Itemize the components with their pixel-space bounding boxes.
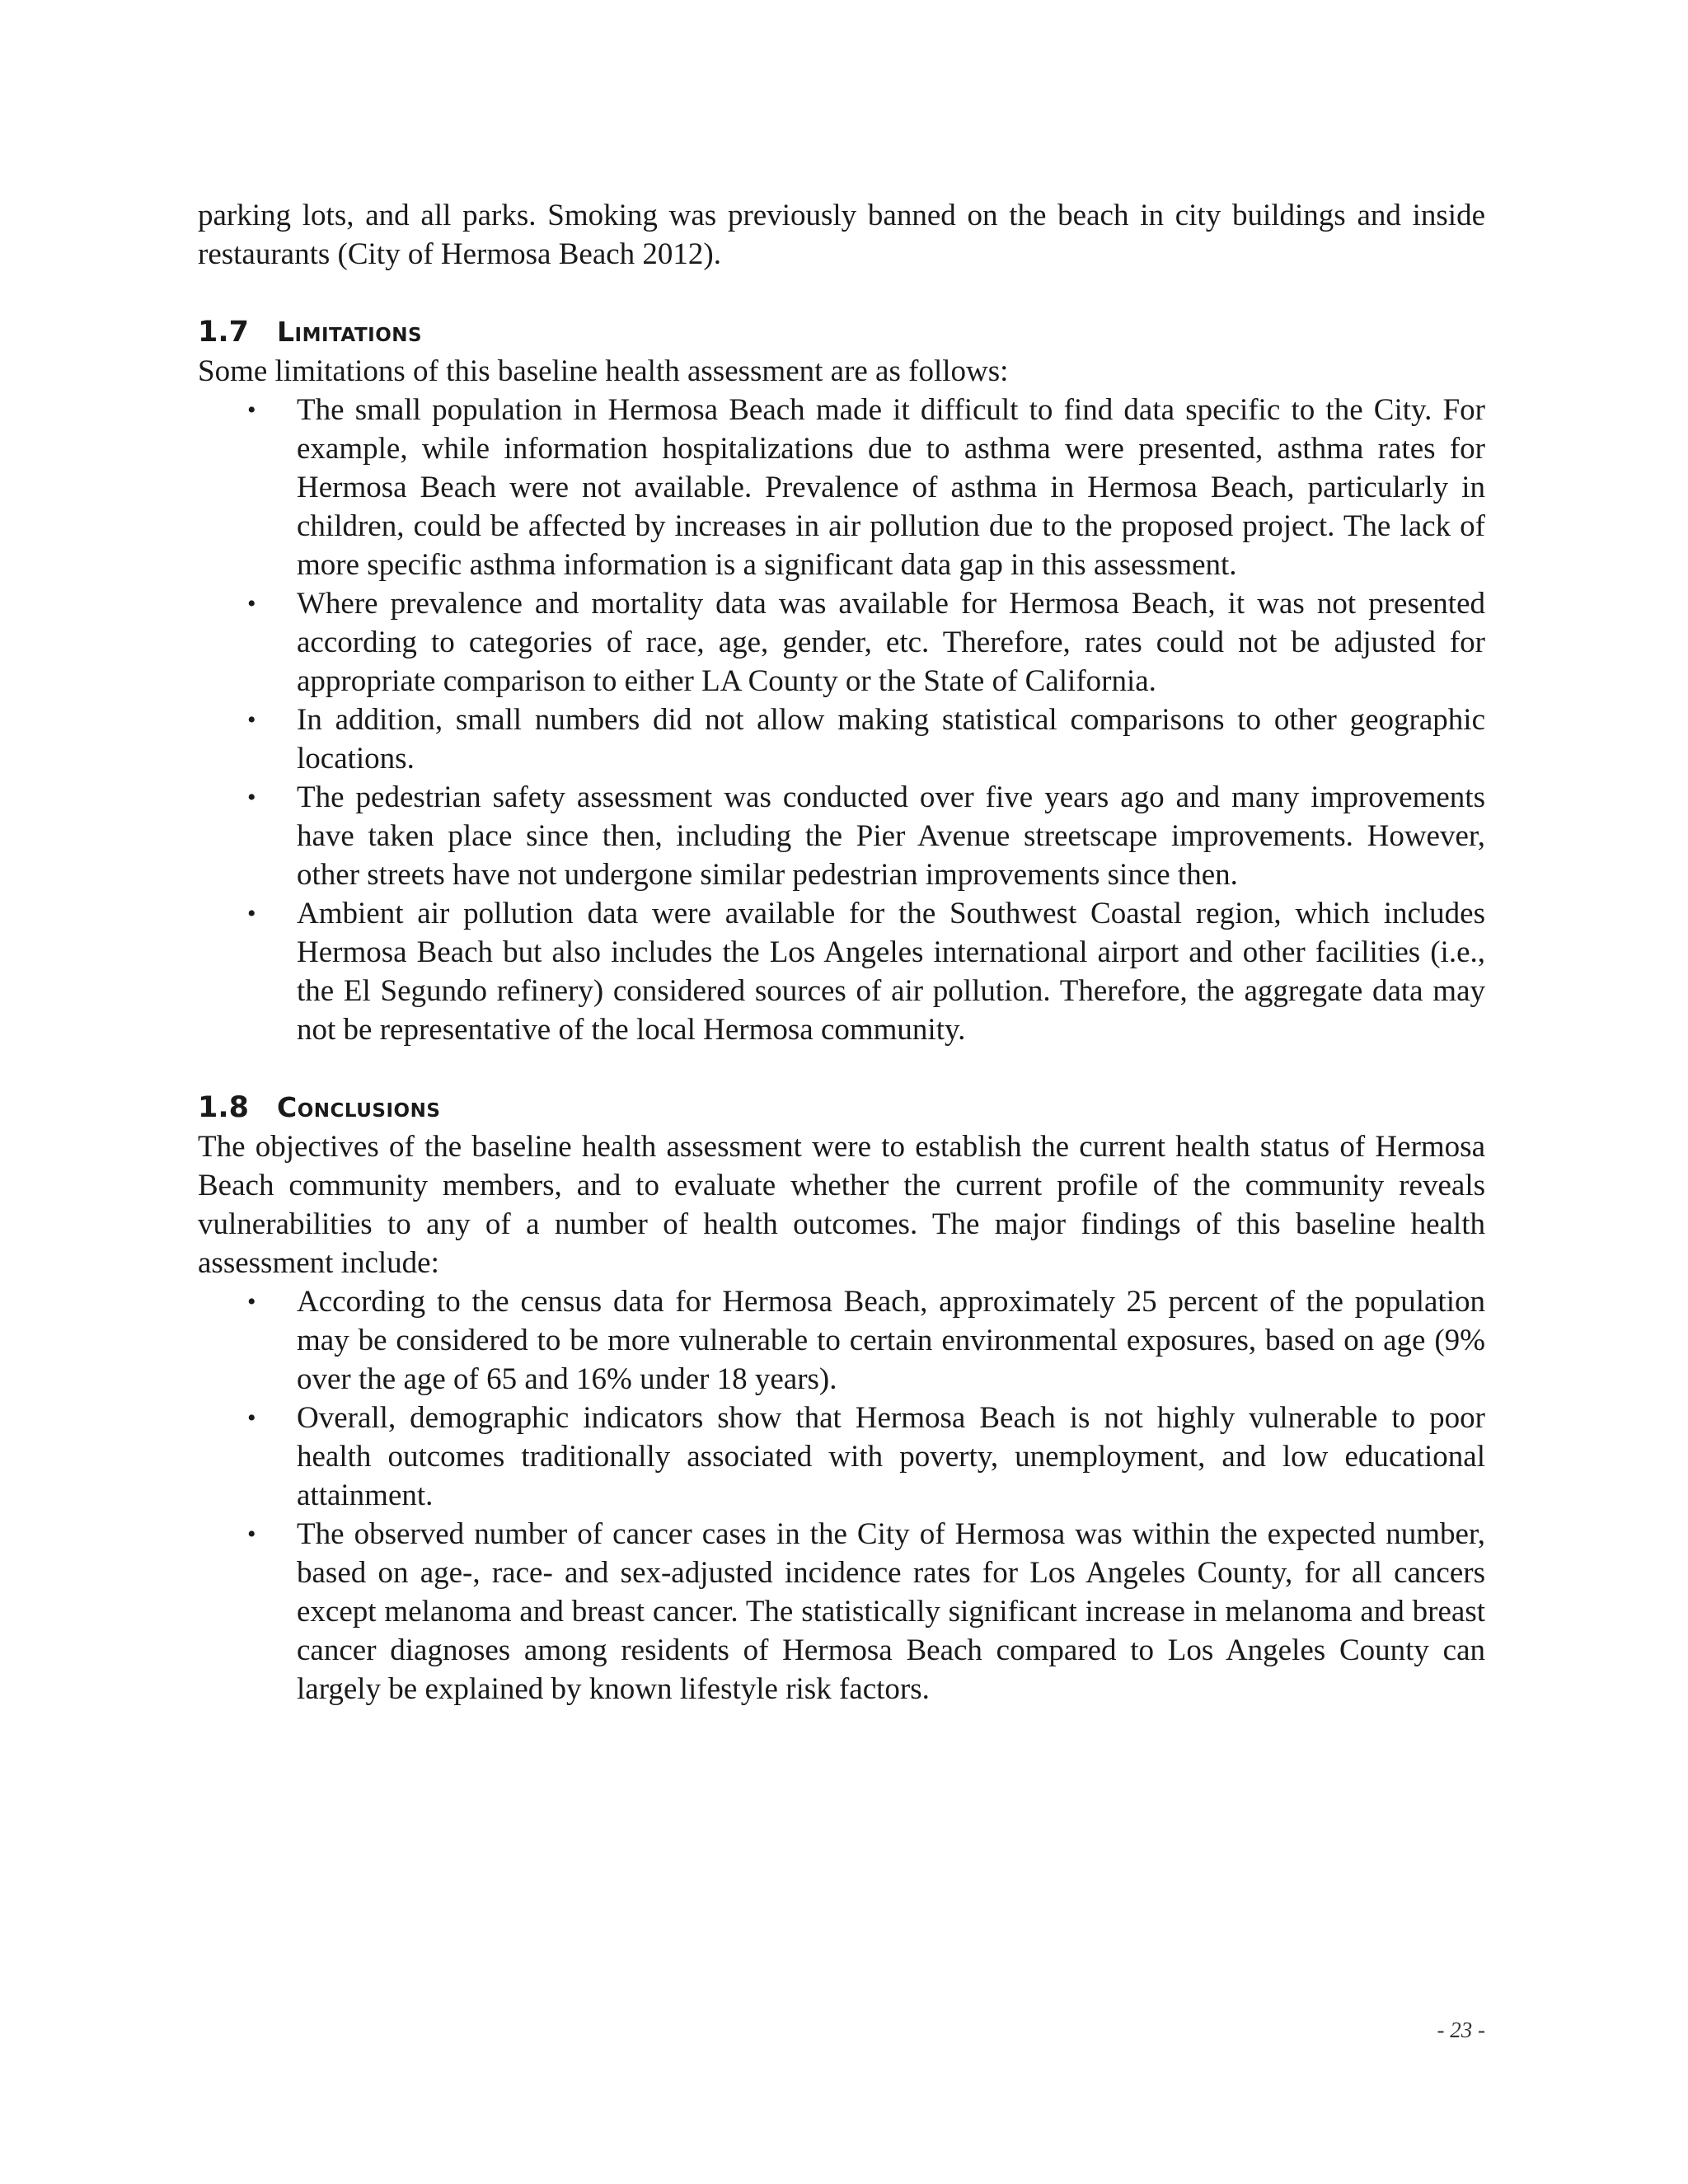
list-item: • Ambient air pollution data were available for the Southwest Coastal region, which includes Hermosa Beach but also includes the Los Angeles international airport and other facilities (i.e., the El Segundo refinery) considered sources of air pollution. Therefore, the aggregate data may not be representative of the local Hermosa community. xyxy=(198,894,1485,1049)
bullet-icon: • xyxy=(247,706,256,733)
bullet-icon: • xyxy=(247,1404,256,1432)
section-title: Conclusions xyxy=(277,1091,441,1123)
bullet-icon: • xyxy=(247,784,256,811)
list-item: • The small population in Hermosa Beach made it difficult to find data specific to the City. For example, while information hospitalizations due to asthma were presented, asthma rates for Hermosa Beach were not available. Prevalence of asthma in Hermosa Beach, particularly in children, could be affected by increases in air pollution due to the proposed project. The lack of more specific asthma information is a significant data gap in this assessment. xyxy=(198,391,1485,584)
list-item: • The observed number of cancer cases in the City of Hermosa was within the expected number, based on age-, race- and sex-adjusted incidence rates for Los Angeles County, for all cancers except melanoma and breast cancer. The statistically significant increase in melanoma and breast cancer diagnoses among residents of Hermosa Beach compared to Los Angeles County can largely be explained by known lifestyle risk factors. xyxy=(198,1515,1485,1708)
section-heading-limitations xyxy=(198,312,1485,352)
conclusions-lead: The objectives of the baseline health assessment were to establish the current health status of Hermosa Beach community members, and to evaluate whether the current profile of the community reveals vulnerabilities to any of a number of health outcomes. The major findings of this baseline health assessment include: xyxy=(198,1130,1485,1280)
section-heading-conclusions xyxy=(198,1088,1485,1127)
conclusions-list xyxy=(198,1282,1485,1708)
bullet-icon: • xyxy=(247,396,256,424)
spacer xyxy=(198,1049,1485,1088)
list-item: • According to the census data for Hermosa Beach, approximately 25 percent of the population may be considered to be more vulnerable to certain environmental exposures, based on age (9% over the age of 65 and 16% under 18 years). xyxy=(198,1282,1485,1399)
section-number: 1.7 xyxy=(198,316,250,349)
intro-paragraph: parking lots, and all parks. Smoking was previously banned on the beach in city buildings and inside restaurants (City of Hermosa Beach 2012). xyxy=(198,199,1485,271)
limitations-list xyxy=(198,391,1485,1049)
bullet-icon: • xyxy=(247,900,256,927)
page-number: - 23 - xyxy=(1437,2018,1485,2042)
list-item: • Where prevalence and mortality data was available for Hermosa Beach, it was not presented according to categories of race, age, gender, etc. Therefore, rates could not be adjusted for appropriate comparison to either LA County or the State of California. xyxy=(198,584,1485,701)
section-number: 1.8 xyxy=(198,1091,250,1124)
section-title: Limitations xyxy=(277,316,423,348)
limitations-lead: Some limitations of this baseline health assessment are as follows: xyxy=(198,354,1009,388)
bullet-icon: • xyxy=(247,590,256,617)
bullet-icon: • xyxy=(247,1288,256,1315)
document-page xyxy=(198,196,1485,1708)
bullet-icon: • xyxy=(247,1521,256,1548)
list-item: • Overall, demographic indicators show that Hermosa Beach is not highly vulnerable to poor health outcomes traditionally associated with poverty, unemployment, and low educational attainment. xyxy=(198,1399,1485,1515)
list-item: • The pedestrian safety assessment was conducted over five years ago and many improvements have taken place since then, including the Pier Avenue streetscape improvements. However, other streets have not undergone similar pedestrian improvements since then. xyxy=(198,778,1485,894)
spacer xyxy=(198,274,1485,312)
list-item: • In addition, small numbers did not allow making statistical comparisons to other geographic locations. xyxy=(198,701,1485,778)
